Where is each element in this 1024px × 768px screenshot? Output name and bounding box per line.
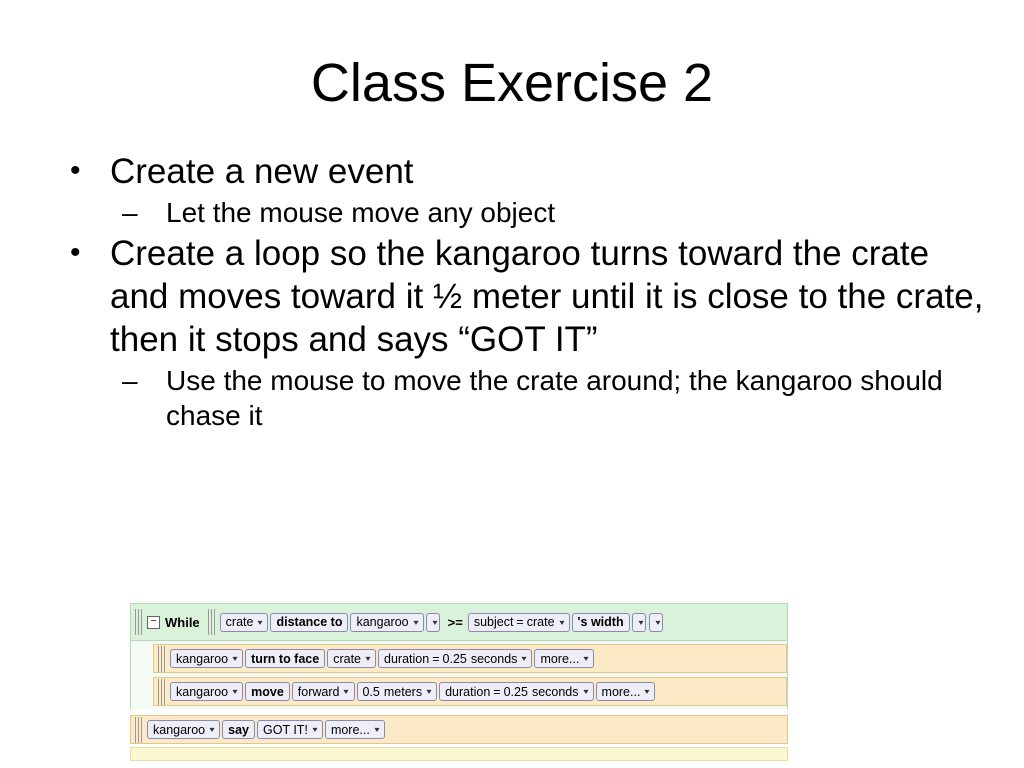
statement-subject[interactable] — [170, 649, 243, 668]
statement-more-button[interactable] — [534, 649, 594, 668]
list-item-text: Let the mouse move any object — [166, 197, 556, 229]
say-statement-row — [130, 715, 788, 744]
tile-label: more... — [540, 651, 580, 666]
tile-label-object: crate — [526, 615, 555, 629]
collapse-icon[interactable]: − — [147, 616, 160, 629]
chevron-down-icon[interactable]: ▾ — [209, 725, 215, 734]
tile-label: more... — [330, 722, 370, 737]
say-verb[interactable] — [222, 720, 255, 739]
list-item — [56, 363, 986, 433]
tile-label: distance to — [276, 615, 343, 629]
alice-code-screenshot — [130, 603, 788, 768]
chevron-down-icon[interactable]: ▾ — [312, 725, 318, 734]
tile-label-value: 0.25 — [503, 684, 528, 699]
statement-verb[interactable] — [245, 649, 325, 668]
condition-left-object[interactable] — [220, 613, 269, 632]
chevron-down-icon[interactable]: ▾ — [232, 687, 238, 696]
tile-label: kangaroo — [176, 684, 229, 699]
chevron-down-icon[interactable]: ▾ — [521, 654, 528, 663]
tile-label: more... — [601, 684, 641, 699]
list-item — [56, 150, 986, 193]
chevron-down-icon: ▾ — [432, 617, 438, 627]
say-value[interactable] — [257, 720, 323, 739]
tile-label: crate — [225, 615, 254, 629]
chevron-down-icon[interactable]: ▾ — [582, 687, 589, 696]
tile-label-unit: seconds — [470, 651, 518, 666]
tile-label: turn to face — [251, 651, 320, 666]
statement-amount[interactable] — [357, 682, 438, 701]
equals-sign: = — [516, 615, 524, 629]
statement-verb[interactable] — [245, 682, 290, 701]
drag-handle-icon[interactable] — [158, 646, 167, 672]
tile-label: GOT IT! — [263, 722, 308, 737]
tile-label-duration: duration — [445, 684, 491, 699]
list-item — [56, 232, 986, 361]
statement-duration-param[interactable] — [439, 682, 593, 701]
while-keyword: While — [165, 614, 200, 630]
while-block-header — [130, 603, 788, 641]
chevron-down-icon[interactable]: ▾ — [343, 687, 350, 696]
chevron-down-icon[interactable]: ▾ — [257, 617, 264, 627]
list-item-text: Use the mouse to move the crate around; the kangaroo should chase it — [166, 365, 943, 432]
chevron-down-icon: ▾ — [638, 617, 644, 627]
condition-right-expression[interactable] — [468, 613, 570, 632]
condition-right-property[interactable] — [572, 613, 630, 632]
chevron-down-icon[interactable]: ▾ — [583, 654, 589, 663]
condition-left-dropdown[interactable] — [426, 613, 440, 632]
chevron-down-icon[interactable]: ▾ — [365, 654, 371, 663]
condition-argument[interactable] — [350, 613, 423, 632]
tile-label: say — [228, 722, 249, 737]
chevron-down-icon[interactable]: ▾ — [426, 687, 432, 696]
tile-label-subject: subject — [473, 615, 514, 629]
drag-handle-icon[interactable] — [135, 717, 144, 743]
statement-duration-param[interactable] — [378, 649, 532, 668]
bullet-glyph: • — [70, 154, 81, 187]
tile-label: kangaroo — [176, 651, 229, 666]
drag-handle-icon[interactable] — [135, 609, 144, 635]
tile-label-unit: seconds — [531, 684, 579, 699]
chevron-down-icon[interactable]: ▾ — [413, 617, 419, 627]
comparison-operator: >= — [447, 614, 463, 630]
chevron-down-icon: ▾ — [655, 617, 661, 627]
list-item-text: Create a new event — [110, 152, 414, 191]
tile-label: kangaroo — [356, 615, 409, 629]
chevron-down-icon[interactable]: ▾ — [374, 725, 380, 734]
bullet-glyph: • — [70, 236, 81, 270]
chevron-down-icon[interactable]: ▾ — [232, 654, 238, 663]
tile-label: move — [251, 684, 284, 699]
tile-label: crate — [333, 651, 361, 666]
equals-sign: = — [493, 684, 501, 699]
slide-body-list — [56, 150, 986, 435]
tile-label-value: 0.5 — [362, 684, 380, 699]
statement-direction[interactable] — [292, 682, 355, 701]
drag-handle-icon[interactable] — [208, 609, 217, 635]
list-item-text: Create a loop so the kangaroo turns toward the crate and moves toward it ½ meter until it is close to the crate, then it stops and says “GOT IT” — [110, 234, 984, 360]
page-title: Class Exercise 2 — [310, 53, 714, 113]
drag-handle-icon[interactable] — [158, 679, 167, 705]
tile-label: kangaroo — [153, 722, 206, 737]
statement-row — [153, 644, 787, 673]
condition-function[interactable] — [270, 613, 348, 632]
tile-label-unit: meters — [383, 684, 423, 699]
statement-more-button[interactable] — [596, 682, 656, 701]
tile-label-value: 0.25 — [442, 651, 467, 666]
statement-target[interactable] — [327, 649, 376, 668]
equals-sign: = — [432, 651, 440, 666]
tile-label-duration: duration — [384, 651, 430, 666]
editor-empty-area — [130, 747, 788, 761]
statement-subject[interactable] — [170, 682, 243, 701]
dash-glyph: – — [122, 365, 138, 397]
while-body — [130, 641, 788, 709]
dash-glyph: – — [122, 197, 138, 229]
say-subject[interactable] — [147, 720, 220, 739]
statement-row — [153, 677, 787, 706]
tile-label: forward — [297, 684, 340, 699]
chevron-down-icon[interactable]: ▾ — [644, 687, 651, 696]
condition-right-dropdown-2[interactable] — [649, 613, 663, 632]
say-more-button[interactable] — [325, 720, 385, 739]
list-item — [56, 195, 986, 230]
chevron-down-icon[interactable]: ▾ — [558, 617, 565, 627]
tile-label: 's width — [577, 615, 624, 629]
condition-right-dropdown-1[interactable] — [632, 613, 646, 632]
